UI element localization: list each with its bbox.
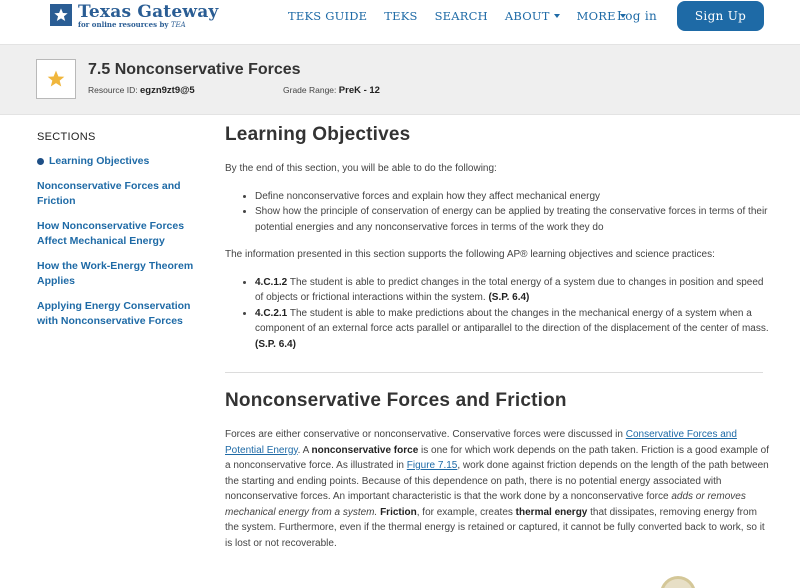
sidebar-item-work-energy-theorem[interactable]: How the Work-Energy Theorem Applies	[37, 260, 194, 287]
signup-button[interactable]: Sign Up	[677, 1, 764, 31]
ap-intro-text: The information presented in this section supports the following AP® learning objectives and science practices:	[225, 249, 715, 260]
active-dot-icon	[37, 158, 44, 165]
list-item: • Define nonconservative forces and explain how they affect mechanical energy	[255, 189, 770, 205]
brand-name: Texas Gateway	[78, 2, 219, 22]
star-icon	[46, 69, 66, 89]
chevron-down-icon	[554, 14, 560, 18]
nav-teks-guide[interactable]: TEKS GUIDE	[288, 9, 368, 23]
main-content	[225, 124, 770, 551]
link-conservative-forces[interactable]: Conservative Forces and Potential Energy	[225, 429, 737, 456]
nav-search[interactable]: SEARCH	[434, 9, 488, 23]
section-heading-learning-objectives: Learning Objectives	[225, 124, 411, 145]
list-item: • 4.C.2.1 The student is able to make predictions about the changes in the mechanical energy of a system when a component of an external force acts parallel or antiparallel to the direction of the displacement of the center of mass. (S.P. 6.4)	[255, 306, 770, 353]
badge-icon	[660, 576, 696, 588]
login-link[interactable]: Log in	[617, 9, 658, 23]
nav-more[interactable]: MORE	[577, 9, 626, 23]
brand-tagline: for online resources by TEA	[78, 20, 186, 29]
nav-teks[interactable]: TEKS	[384, 9, 418, 23]
objectives-list	[243, 189, 770, 236]
sidebar-item-nonconservative-forces-friction[interactable]: Nonconservative Forces and Friction	[37, 180, 181, 207]
friction-paragraph: Forces are either conservative or nonconservative. Conservative forces were discussed in Conservative Forces and Potential Energy. A nonconservative force is one for which work depends on the path taken. Friction is a good example of a nonconservative force. As illustrated in Figure 7.15, work done against friction depends on the length of the path between the starting and ending points. Because of this dependence on path, there is no potential energy associated with nonconservative forces. An important characteristic is that the work done by a nonconservative force adds or removes mechanical energy from a system. Friction, for example, creates thermal energy that dissipates, removing energy from the system. Furthermore, even if the thermal energy is retained or captured, it cannot be fully converted back to work, so it is lost or not recoverable.	[225, 429, 770, 549]
intro-text: By the end of this section, you will be able to do the following:	[225, 163, 497, 174]
favorite-button[interactable]	[36, 59, 76, 99]
main-nav	[288, 9, 643, 23]
link-figure[interactable]: Figure 7.15	[406, 460, 458, 471]
list-item: • Show how the principle of conservation of energy can be applied by treating the conservative forces in terms of their potential energies and any nonconservative forces in terms of the work they do	[255, 204, 770, 235]
top-navigation	[0, 0, 800, 44]
ap-objectives-list	[243, 275, 770, 353]
sidebar-item-energy-conservation[interactable]: Applying Energy Conservation with Nonconservative Forces	[37, 300, 191, 327]
resource-title: 7.5 Nonconservative Forces	[88, 61, 301, 78]
section-divider	[225, 372, 763, 373]
sections-heading: SECTIONS	[37, 131, 96, 143]
star-icon	[50, 4, 72, 26]
resource-id: Resource ID: egzn9zt9@5	[88, 85, 195, 96]
sidebar-item-learning-objectives[interactable]: Learning Objectives	[37, 154, 212, 169]
sections-sidebar	[37, 131, 212, 339]
resource-header	[0, 44, 800, 115]
sidebar-item-mechanical-energy[interactable]: How Nonconservative Forces Affect Mechanical Energy	[37, 220, 185, 247]
section-heading-nonconservative-forces: Nonconservative Forces and Friction	[225, 390, 567, 411]
list-item: • 4.C.1.2 The student is able to predict changes in the total energy of a system due to changes in position and speed of objects or frictional interactions within the system. (S.P. 6.4)	[255, 275, 770, 306]
grade-range: Grade Range: PreK - 12	[283, 85, 380, 96]
texas-gateway-logo[interactable]	[50, 3, 218, 29]
nav-about[interactable]: ABOUT	[505, 9, 560, 23]
